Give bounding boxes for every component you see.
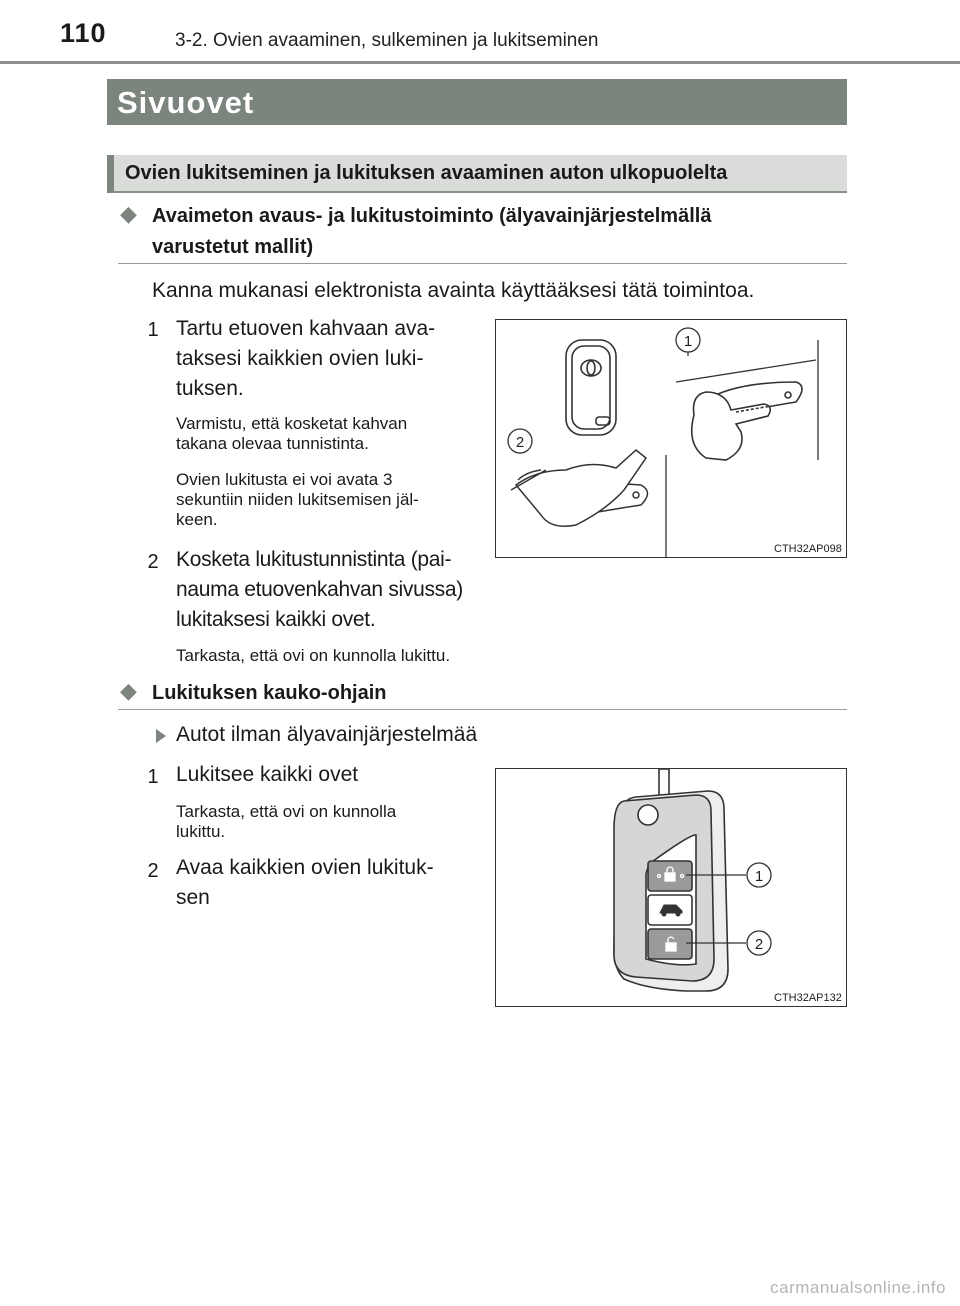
step2-note: Tarkasta, että ovi on kunnolla lukittu.: [176, 646, 451, 665]
breadcrumb: 3-2. Ovien avaaminen, sulkeminen ja lukitseminen: [175, 30, 599, 51]
watermark: carmanualsonline.info: [770, 1278, 946, 1297]
heading-rule: [118, 263, 847, 264]
triangle-bullet-icon: [156, 729, 166, 743]
door-handle-touch-icon: [511, 450, 648, 526]
smart-key-figure: [495, 319, 847, 558]
figure-code: CTH32AP098: [774, 543, 842, 555]
callout-2-label: 2: [515, 434, 525, 451]
step1-note1-line2: takana olevaa tunnistinta.: [176, 434, 369, 453]
step1-note2-line1: Ovien lukitusta ei voi avata 3: [176, 470, 393, 489]
step2-text-line1: Kosketa lukitustunnistinta (pai-: [176, 548, 452, 571]
section-banner: [107, 79, 847, 125]
step-number-2: 2: [147, 551, 159, 573]
diamond-bullet-icon: ◆: [120, 201, 137, 226]
remote-heading: Lukituksen kauko-ohjain: [152, 682, 387, 704]
remote-illustration: [496, 769, 846, 1006]
step2-text-line2: nauma etuovenkahvan sivussa): [176, 578, 463, 601]
smart-key-heading-line1: Avaimeton avaus- ja lukitustoiminto (älyavainjärjestelmällä: [152, 205, 712, 227]
callout-1-label: 1: [754, 868, 764, 885]
remote-step1-note-line2: lukittu.: [176, 822, 226, 841]
step-number-2: 2: [147, 860, 159, 882]
step1-text-line1: Tartu etuoven kahvaan ava-: [176, 317, 436, 340]
remote-figure: [495, 768, 847, 1007]
step1-note2-line3: keen.: [176, 510, 218, 529]
section-title: Sivuovet: [117, 85, 255, 120]
remote-step1-text: Lukitsee kaikki ovet: [176, 763, 359, 786]
diamond-bullet-icon: ◆: [120, 678, 137, 703]
remote-step1-note-line1: Tarkasta, että ovi on kunnolla: [176, 802, 397, 821]
remote-step2-line2: sen: [176, 886, 210, 909]
callout-2-label: 2: [754, 936, 764, 953]
remote-step2-line1: Avaa kaikkien ovien lukituk-: [176, 856, 434, 879]
smart-key-illustration: [496, 320, 846, 557]
subsection-banner: [107, 155, 847, 193]
step-number-1: 1: [147, 319, 159, 341]
smart-key-fob-icon: [566, 340, 616, 435]
door-handle-grip-icon: [692, 382, 802, 460]
callout-1-label: 1: [683, 333, 693, 350]
figure-code: CTH32AP132: [774, 992, 842, 1004]
heading-rule: [118, 709, 847, 710]
smart-key-heading-line2: varustetut mallit): [152, 236, 314, 258]
step2-text-line3: lukitaksesi kaikki ovet.: [176, 608, 376, 631]
step1-note2-line2: sekuntiin niiden lukitsemisen jäl-: [176, 490, 419, 509]
header-divider: [0, 61, 960, 64]
remote-subheading: Autot ilman älyavainjärjestelmää: [176, 723, 478, 746]
page-number: 110: [60, 18, 107, 48]
step-number-1: 1: [147, 766, 159, 788]
smart-key-intro: Kanna mukanasi elektronista avainta käyttääksesi tätä toimintoa.: [152, 279, 755, 302]
step1-text-line3: tuksen.: [176, 377, 244, 400]
subsection-title: Ovien lukitseminen ja lukituksen avaaminen auton ulkopuolelta: [125, 162, 728, 184]
subsection-accent-bar: [107, 155, 114, 193]
step1-text-line2: taksesi kaikkien ovien luki-: [176, 347, 424, 370]
step1-note1-line1: Varmistu, että kosketat kahvan: [176, 414, 408, 433]
